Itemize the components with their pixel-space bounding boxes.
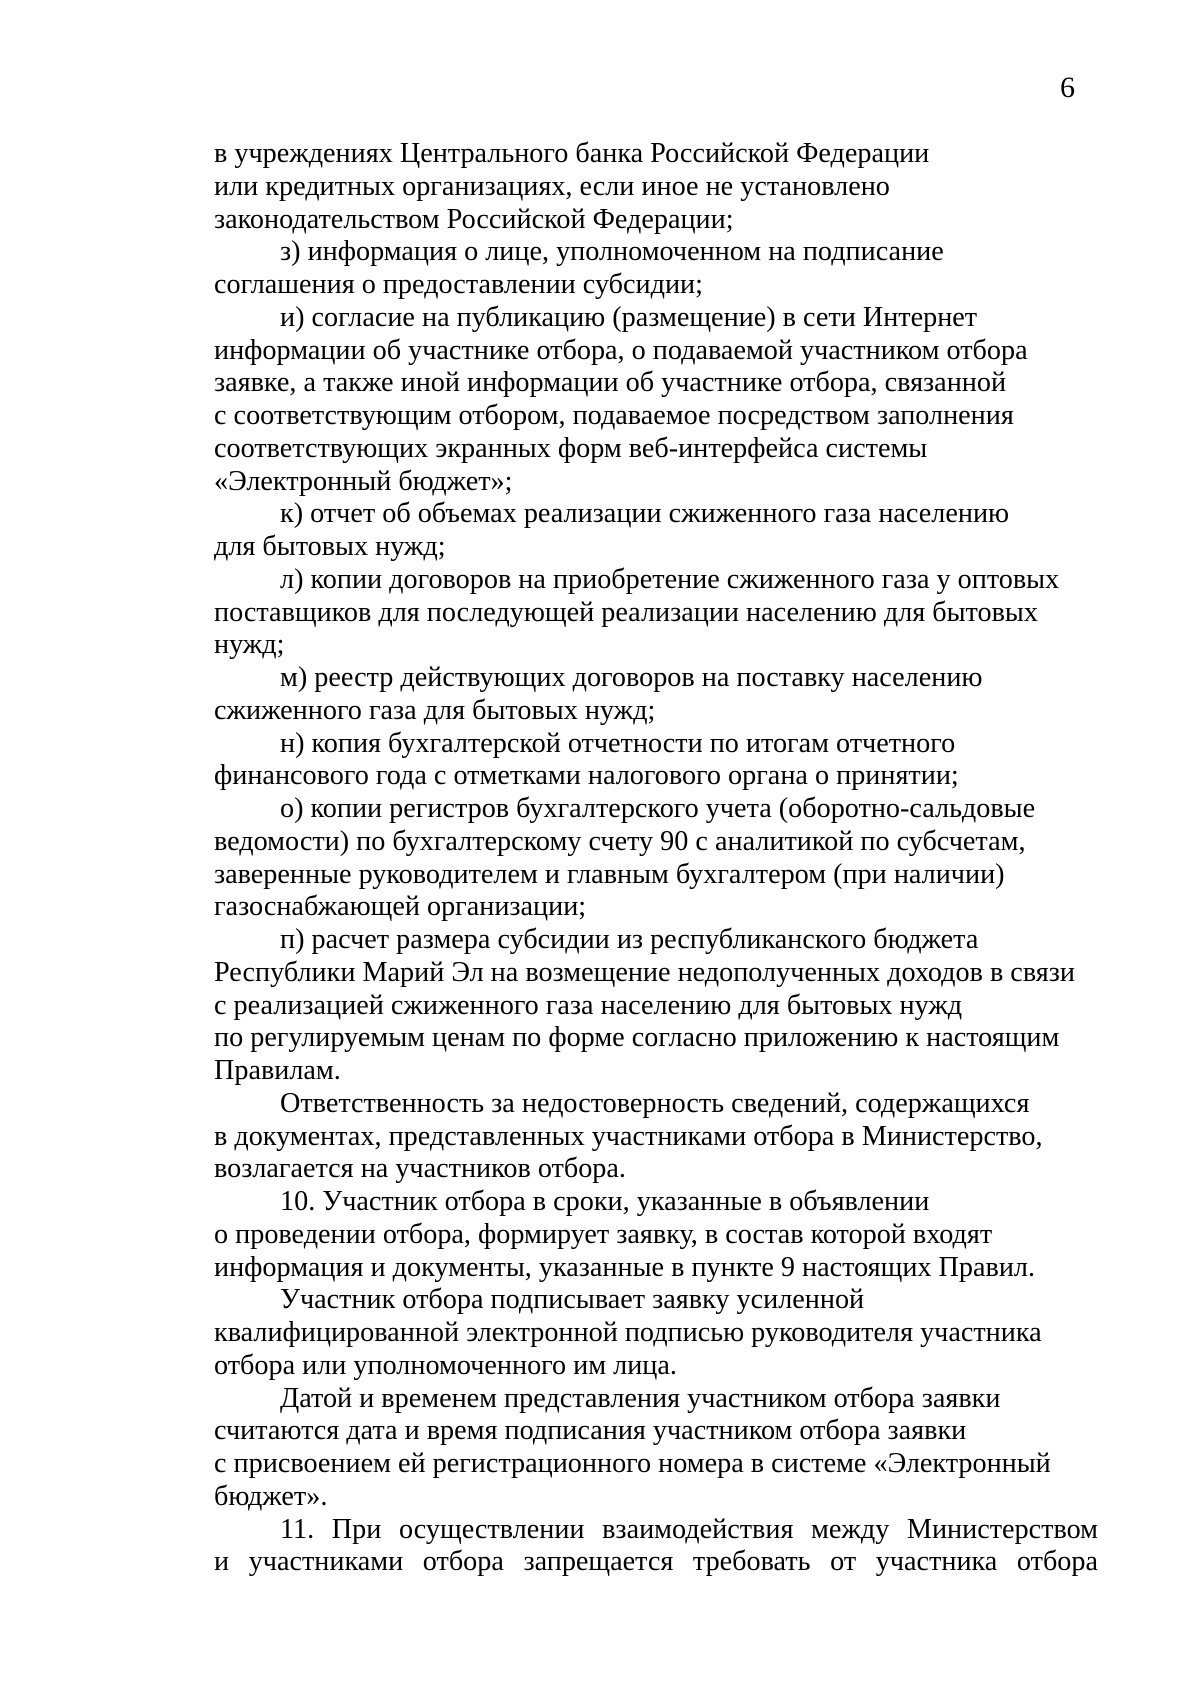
text-line: соответствующих экранных форм веб-интерфейса системы — [214, 432, 928, 464]
text-line: или кредитных организациях, если иное не установлено — [214, 170, 890, 202]
text-line: Ответственность за недостоверность сведений, содержащихся — [280, 1087, 1030, 1119]
text-line: с соответствующим отбором, подаваемое посредством заполнения — [214, 400, 1014, 431]
text-line: информации об участнике отбора, о подаваемой участником отбора — [214, 334, 1028, 366]
text-line: законодательством Российской Федерации; — [214, 203, 734, 235]
text-line: с присвоением ей регистрационного номера в системе «Электронный — [214, 1448, 1051, 1479]
text-line: к) отчет об объемах реализации сжиженного газа населению — [280, 498, 1010, 530]
paragraph-item-l — [214, 564, 1098, 662]
text-line: отбора или уполномоченного им лица. — [214, 1349, 677, 1381]
text-line: квалифицированной электронной подписью руководителя участника — [214, 1317, 1042, 1348]
text-line: финансового года с отметками налогового органа о принятии; — [214, 760, 959, 792]
paragraph-item-z — [214, 236, 1098, 302]
text-line: нужд; — [214, 629, 285, 661]
paragraph-clause-11 — [214, 1514, 1098, 1580]
text-line: Правилам. — [214, 1055, 341, 1086]
text-line: возлагается на участников отбора. — [214, 1153, 626, 1185]
text-line: поставщиков для последующей реализации населению для бытовых — [214, 596, 1038, 628]
text-line: заявке, а также иной информации об участнике отбора, связанной — [214, 367, 1007, 399]
text-line: 11. При осуществлении взаимодействия между Министерством — [280, 1513, 1098, 1545]
text-line: м) реестр действующих договоров на поставку населению — [280, 662, 983, 693]
text-line: о) копии регистров бухгалтерского учета (оборотно-сальдовые — [280, 793, 1036, 824]
text-line: и) согласие на публикацию (размещение) в сети Интернет — [280, 301, 978, 333]
text-line: Участник отбора подписывает заявку усиленной — [280, 1284, 865, 1316]
paragraph-submission-date — [214, 1383, 1098, 1514]
paragraph-item-n — [214, 728, 1098, 794]
paragraph-item-m — [214, 662, 1098, 728]
text-line: по регулируемым ценам по форме согласно приложению к настоящим — [214, 1022, 1060, 1054]
text-line: п) расчет размера субсидии из республиканского бюджета — [280, 924, 979, 955]
text-line: с реализацией сжиженного газа населению для бытовых нужд — [214, 989, 963, 1021]
paragraph-item-k — [214, 498, 1098, 564]
paragraph-item-i — [214, 302, 1098, 499]
text-line: 10. Участник отбора в сроки, указанные в объявлении — [280, 1186, 930, 1217]
text-line: считаются дата и время подписания участником отбора заявки — [214, 1415, 967, 1447]
text-line: в документах, представленных участниками отбора в Министерство, — [214, 1120, 1043, 1152]
text-line: о проведении отбора, формирует заявку, в состав которой входят — [214, 1218, 993, 1250]
text-line: газоснабжающей организации; — [214, 891, 587, 923]
text-line: з) информация о лице, уполномоченном на подписание — [280, 236, 944, 268]
text-line: для бытовых нужд; — [214, 531, 446, 562]
page-number: 6 — [1060, 71, 1075, 104]
document-body — [214, 138, 1098, 1579]
paragraph-item-p — [214, 924, 1098, 1088]
text-line: ведомости) по бухгалтерскому счету 90 с аналитикой по субсчетам, — [214, 825, 1026, 857]
paragraph-bank-accounts — [214, 138, 1098, 236]
paragraph-responsibility — [214, 1088, 1098, 1186]
text-line: информация и документы, указанные в пункте 9 настоящих Правил. — [214, 1251, 1036, 1283]
paragraph-clause-10 — [214, 1186, 1098, 1284]
paragraph-item-o — [214, 793, 1098, 924]
text-line: «Электронный бюджет»; — [214, 465, 513, 497]
text-line: бюджет». — [214, 1480, 328, 1512]
paragraph-signature — [214, 1284, 1098, 1382]
text-line: л) копии договоров на приобретение сжиженного газа у оптовых — [280, 563, 1060, 595]
text-line: соглашения о предоставлении субсидии; — [214, 269, 703, 300]
text-line: н) копия бухгалтерской отчетности по итогам отчетного — [280, 727, 956, 759]
text-line: в учреждениях Центрального банка Российской Федерации — [214, 138, 930, 169]
text-line: сжиженного газа для бытовых нужд; — [214, 694, 656, 726]
text-line: заверенные руководителем и главным бухгалтером (при наличии) — [214, 858, 1005, 890]
text-line: и участниками отбора запрещается требовать от участника отбора — [214, 1546, 1098, 1578]
text-line: Республики Марий Эл на возмещение недополученных доходов в связи — [214, 956, 1075, 988]
text-line: Датой и временем представления участником отбора заявки — [280, 1382, 1001, 1414]
